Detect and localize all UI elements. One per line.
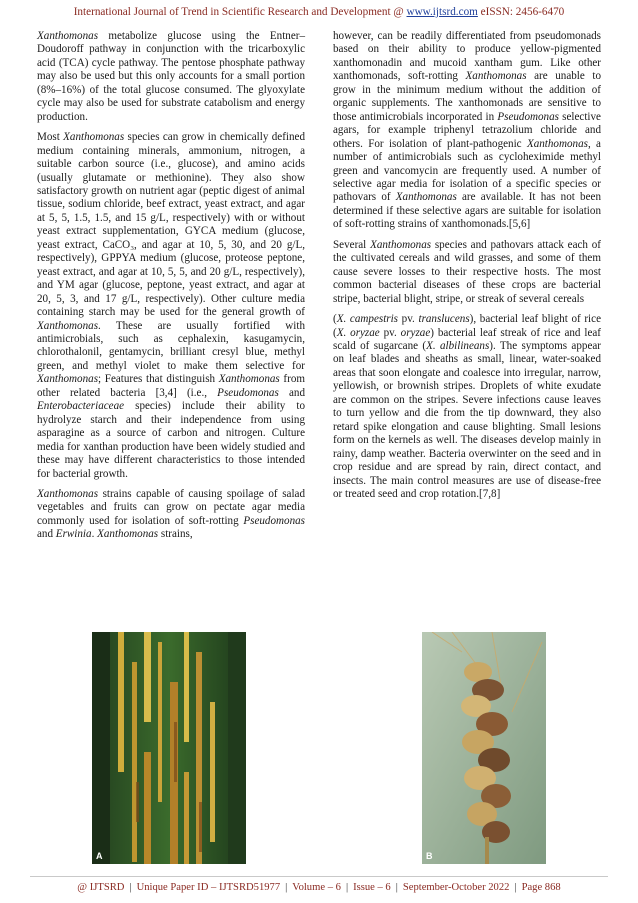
italic-term: Xanthomonas bbox=[218, 373, 280, 386]
right-paragraph-2 bbox=[333, 239, 601, 306]
footer-separator: | bbox=[395, 882, 398, 893]
text-run: are unable to grow in the minimum medium without the addition of organic supplements. The xanthomonads are sensitive to those antimicrobials incorporated in bbox=[333, 70, 601, 123]
footer-paper-id: Unique Paper ID – IJTSRD51977 bbox=[136, 882, 281, 893]
text-run: pv. bbox=[379, 326, 401, 339]
footer-page: Page 868 bbox=[521, 882, 561, 893]
italic-term: Xanthomonas bbox=[37, 319, 99, 332]
italic-term: Erwinia bbox=[55, 528, 92, 541]
text-run: and bbox=[278, 386, 305, 399]
italic-term: X. campestris bbox=[336, 313, 398, 326]
text-run: , a number of antimicrobials such as cycloheximide methyl green and vancomycin are frequently used. A number of selective agar media for isolation of a specific species or pathovars of bbox=[333, 137, 601, 204]
text-run: however, can be readily differentiated from pseudomonads based on their ability to produce yellow-pigmented xanthomonadin and mucoid xantham gum. Like other xanthomonads, soft-rotting bbox=[333, 30, 601, 83]
text-run: ). The symptoms appear on leaf blades and sheaths as small, linear, water-soaked areas that soon elongate and coalesce into irregular, narrow, yellowish, or brownish stripes. Droplets of white exudate are common on the stripes. Severe infections cause leaves to turn yellow and die from the tip downward, they also retard spike elongation and cause blighting. Small lesions form on the kernels as well. The diseases develop mainly in rainy, damp weather. Bacteria overwinter on the seed and in crop residue and are spread by rain, direct contact, and insects. The main control measures are use of disease-free or treated seed and crop rotation.[7,8] bbox=[333, 339, 601, 500]
italic-term: Xanthomonas bbox=[465, 70, 527, 83]
left-paragraph-3 bbox=[37, 488, 305, 542]
right-paragraph-1 bbox=[333, 30, 601, 232]
figure-a-label: A bbox=[96, 851, 103, 861]
text-run: Several bbox=[333, 238, 371, 251]
italic-term: Xanthomonas bbox=[37, 30, 99, 42]
footer-separator: | bbox=[129, 882, 132, 893]
footer-separator: | bbox=[345, 882, 349, 893]
text-run: ) bacterial leaf streak of rice and leaf scald of sugarcane ( bbox=[333, 326, 601, 352]
italic-term: Xanthomonas bbox=[37, 373, 99, 386]
text-run: strains capable of causing spoilage of salad vegetables and fruits can grow on pectate agar media commonly used for isolation of soft-rotting bbox=[37, 487, 305, 527]
italic-term: Xanthomonas bbox=[370, 238, 432, 251]
leaf-photo-illustration bbox=[92, 632, 246, 864]
text-run: . These are usually fortified with antimicrobials, such as cephalexin, kasugamycin, chlorothalonil, gentamycin, brilliant cresyl blue, methyl green, and methyl violet to make them selective for bbox=[37, 319, 305, 372]
footer-separator: | bbox=[514, 882, 517, 893]
text-run: species can grow in chemically defined medium containing minerals, ammonium, nitrogen, a suitable carbon source (i.e., glucose), and amino acids (usually glutamate or methionine). They also show satisfactory growth on nutrient agar (peptic digest of animal tissue, sodium chloride, beef extract, yeast extract, and agar at 5, 5, 1.5, 1.5, and 15 g/L, respectively) with or without yeast extract supplementation, GYCA medium (glucose, yeast extract, CaCO₃, and agar at 10, 5, 30, and 20 g/L, respectively), GPPYA medium (glucose, proteose peptone, yeast extract, and agar at 10, 5, 5, and 20 g/L, respectively), and YM agar (glucose, peptone, yeast extract, and agar at 20, 5, 3, and 17 g/L, respectively). Other culture media containing starch may be used for the general growth of bbox=[37, 131, 305, 319]
footer-issue: Issue – 6 bbox=[353, 882, 391, 893]
right-column bbox=[333, 30, 601, 508]
italic-term: Enterobacteriaceae bbox=[37, 400, 125, 413]
text-run: Most bbox=[37, 131, 64, 144]
italic-term: Pseudomonas bbox=[217, 386, 279, 399]
italic-term: Xanthomonas bbox=[97, 528, 159, 541]
text-run: ; Features that distinguish bbox=[98, 373, 219, 386]
spike-photo-illustration bbox=[422, 632, 546, 864]
italic-term: Pseudomonas bbox=[497, 110, 559, 123]
italic-term: Xanthomonas bbox=[63, 131, 125, 144]
italic-term: oryzae bbox=[400, 326, 431, 339]
text-run: ), bacterial leaf blight of rice ( bbox=[333, 313, 601, 339]
footer-journal: @ IJTSRD bbox=[77, 882, 125, 893]
page-footer bbox=[0, 882, 638, 893]
italic-term: Xanthomonas bbox=[526, 137, 588, 150]
text-run: are available. It has not been determined if these selective agars are suitable for isolation of soft-rotting strains of xanthomonads.[5,6] bbox=[333, 191, 601, 231]
italic-term: Pseudomonas bbox=[243, 514, 305, 527]
left-paragraph-1 bbox=[37, 30, 305, 124]
left-column bbox=[37, 30, 305, 549]
footer-date: September-October 2022 bbox=[402, 882, 510, 893]
text-run: ( bbox=[333, 313, 337, 326]
text-run: species) include their ability to hydrolyze starch and their independence from using asparagine as a source of carbon and nitrogen. Culture media for xanthan production have been widely studied and these may have different characteristics to those intended for bacterial growth. bbox=[37, 400, 305, 480]
italic-term: Xanthomonas bbox=[37, 487, 99, 500]
header-journal: International Journal of Trend in Scientific Research and Development @ bbox=[73, 6, 407, 18]
italic-term: translucens bbox=[418, 313, 470, 326]
italic-term: X. oryzae bbox=[336, 326, 380, 339]
italic-term: Xanthomonas bbox=[395, 191, 457, 204]
right-paragraph-3 bbox=[333, 313, 601, 501]
footer-divider bbox=[30, 876, 608, 877]
footer-volume: Volume – 6 bbox=[292, 882, 341, 893]
text-run: from other related bacteria [3,4] (i.e., bbox=[37, 373, 305, 399]
figure-b-label: B bbox=[426, 851, 433, 861]
text-run: and bbox=[37, 528, 56, 541]
text-run: species and pathovars attack each of the cultivated cereals and wild grasses, and some of them cause severe losses to their respective hosts. The most common bacterial diseases of these crops are bacterial stripe, bacterial blight, stripe, or streak of several cereals bbox=[333, 238, 601, 305]
figure-a-leaf-stripe-photo bbox=[92, 632, 246, 864]
italic-term: X. albilineans bbox=[426, 339, 490, 352]
figure-b-spike-photo bbox=[422, 632, 546, 864]
text-run: pv. bbox=[398, 313, 419, 326]
header-issn: eISSN: 2456-6470 bbox=[477, 6, 565, 18]
footer-separator: | bbox=[285, 882, 288, 893]
running-header bbox=[0, 6, 638, 18]
text-run: strains, bbox=[158, 528, 193, 541]
text-run: metabolize glucose using the Entner–Doudoroff pathway in conjunction with the tricarboxylic acid (TCA) cycle pathway. The pentose phosphate pathway may also be used but this only accounts for a small portion (8%–16%) of the total glucose consumed. The glyoxylate cycle may also be used for substrate catabolism and energy production. bbox=[37, 30, 305, 123]
text-run: selective agars, for example triphenyl tetrazolium chloride and others. For isolation of plant-pathogenic bbox=[333, 110, 601, 150]
header-website-link[interactable]: www.ijtsrd.com bbox=[406, 6, 478, 18]
text-run: . bbox=[91, 528, 98, 541]
left-paragraph-2 bbox=[37, 131, 305, 481]
